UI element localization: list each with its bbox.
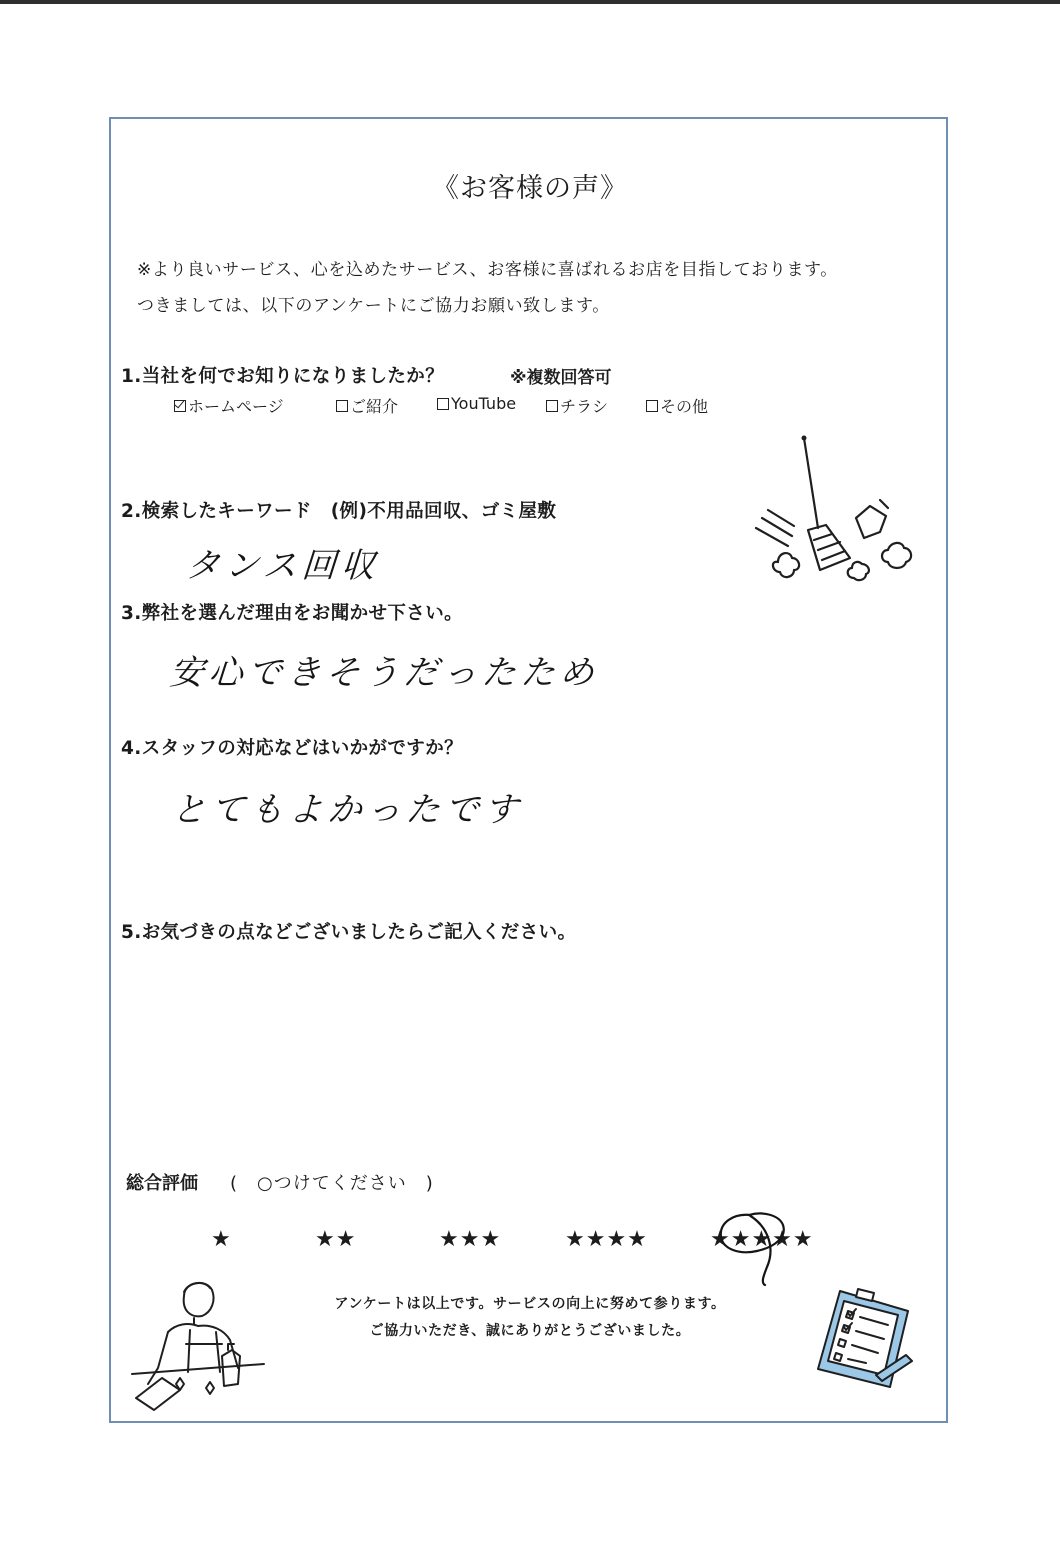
rating-hint: ( ○つけてください ) (230, 1173, 434, 1194)
question-5-answer-area[interactable] (140, 960, 920, 1140)
question-2-answer[interactable]: タンス回収 (184, 546, 382, 586)
question-4-label: 4.スタッフの対応などはいかがですか？ (121, 738, 464, 759)
option-youtube-label: YouTube (451, 394, 517, 413)
checkbox-referral[interactable] (336, 400, 348, 412)
option-other-label: その他 (660, 397, 709, 416)
broom-dustpan-icon (748, 430, 918, 590)
clipboard-checklist-icon (810, 1283, 915, 1393)
option-flyer-label: チラシ (560, 397, 609, 416)
checkbox-other[interactable] (646, 400, 658, 412)
question-4-answer[interactable]: とてもよかったです (170, 790, 525, 830)
question-5-label: 5.お気づきの点などございましたらご記入ください。 (121, 922, 577, 943)
option-referral-label: ご紹介 (350, 397, 399, 416)
option-homepage-label: ホームページ (188, 397, 284, 416)
rating-option-5[interactable]: ★★★★★ (710, 1227, 814, 1252)
rating-option-3[interactable]: ★★★ (439, 1227, 502, 1252)
checkbox-flyer[interactable] (546, 400, 558, 412)
closing-line-1: アンケートは以上です。サービスの向上に努めて参ります。 (334, 1296, 726, 1312)
option-other[interactable] (646, 394, 708, 417)
page-title: 《お客様の声》 (432, 173, 628, 204)
rating-selection-circle (705, 1205, 795, 1290)
question-3-label: 3.弊社を選んだ理由をお聞かせ下さい。 (121, 603, 464, 624)
checkbox-homepage[interactable] (174, 400, 186, 412)
closing-line-2: ご協力いただき、誠にありがとうございました。 (369, 1323, 691, 1339)
rating-option-2[interactable]: ★★ (315, 1227, 357, 1252)
intro-line-1: ※より良いサービス、心を込めたサービス、お客様に喜ばれるお店を目指しております。 (137, 260, 838, 280)
rating-option-1[interactable]: ★ (211, 1227, 232, 1252)
option-flyer[interactable] (546, 394, 608, 417)
rating-label: 総合評価 (126, 1173, 198, 1194)
scan-edge (0, 0, 1060, 4)
intro-line-2: つきましては、以下のアンケートにご協力お願い致します。 (137, 296, 610, 316)
rating-option-4[interactable]: ★★★★ (565, 1227, 648, 1252)
checkbox-youtube[interactable] (437, 398, 449, 410)
option-youtube[interactable] (437, 394, 516, 413)
question-1-note: ※複数回答可 (510, 368, 612, 388)
question-2-label: 2.検索したキーワード (例)不用品回収、ゴミ屋敷 (121, 501, 557, 522)
question-1-label: 1.当社を何でお知りになりましたか？ (121, 366, 445, 387)
option-referral[interactable] (336, 394, 398, 417)
question-3-answer[interactable]: 安心できそうだったため (168, 653, 601, 693)
option-homepage[interactable] (174, 394, 284, 417)
